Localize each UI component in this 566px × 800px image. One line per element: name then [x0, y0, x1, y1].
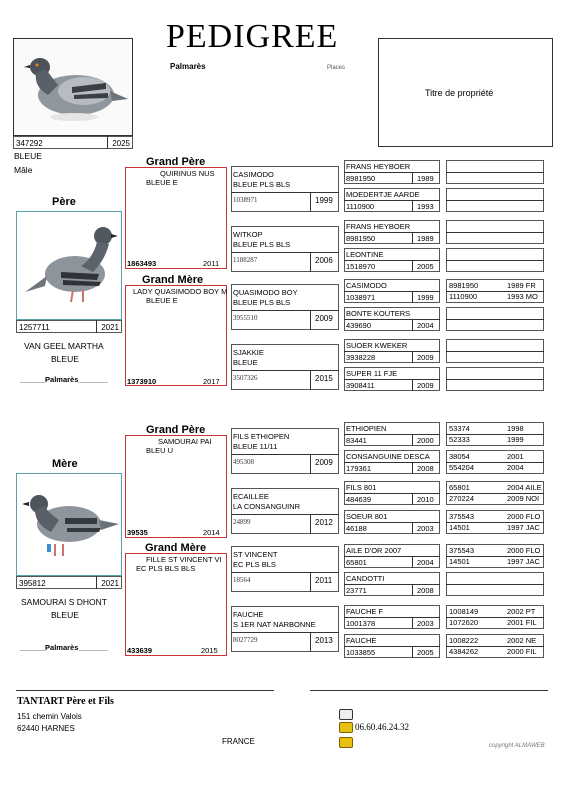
gen4-year: 1999	[417, 293, 434, 302]
gen5-dam-year: 1993 MO	[507, 292, 538, 301]
main-bird-sex: Mâle	[14, 165, 33, 175]
gen3-ring: 1188287	[233, 256, 258, 264]
gen3-ring: 24899	[233, 518, 251, 526]
gen3-separator	[231, 310, 339, 311]
gen5-separator	[446, 379, 544, 380]
gen3-separator	[231, 514, 339, 515]
mother-ring: 395812	[19, 579, 46, 588]
gen4-name: CANDOTTI	[346, 574, 385, 583]
places-heading: Places	[327, 65, 346, 71]
gen4-separator	[344, 646, 440, 647]
mother-color: BLEUE	[51, 610, 79, 620]
gen4-separator	[344, 172, 440, 173]
gen4-separator	[344, 493, 440, 494]
gen4-name: CASIMODO	[346, 281, 387, 290]
gen3-name: ST VINCENT	[233, 550, 278, 559]
gen4-name: SUPER 11 FJE	[346, 369, 398, 378]
ownership-label: Titre de propriété	[425, 88, 494, 98]
email-icon	[339, 709, 353, 720]
gen5-sire-ring: 65801	[449, 483, 470, 492]
ownership-box	[378, 38, 553, 147]
mother-palmares: ______Palmarès_______	[20, 643, 108, 652]
gen3-year-divider	[310, 572, 311, 592]
gp-father-ring: 1863493	[127, 259, 157, 268]
gm-mother-year: 2015	[201, 646, 218, 655]
gen3-ring: 495308	[233, 458, 254, 466]
gen3-name: CASIMODO	[233, 170, 274, 179]
gen4-name: FRANS HEYBOER	[346, 222, 411, 231]
gen5-sire-ring: 53374	[449, 424, 470, 433]
gen3-name: ECAILLEE	[233, 492, 269, 501]
gen4-ring: 8981950	[346, 234, 376, 243]
gen4-separator	[344, 351, 440, 352]
mother-year: 2021	[101, 579, 119, 588]
gen5-separator	[446, 172, 544, 173]
gen3-year: 2006	[315, 256, 333, 265]
gm-mother-name: FILLE ST VINCENT VI	[146, 555, 222, 564]
gen4-ring: 179361	[346, 464, 372, 473]
gen5-sire-ring: 375543	[449, 512, 475, 521]
footer-divider-left	[16, 690, 274, 691]
gen4-separator	[344, 291, 440, 292]
main-bird-color: BLEUE	[14, 151, 42, 161]
gen4-year-divider	[412, 617, 413, 629]
gen4-year-divider	[412, 462, 413, 474]
gen5-sire-year: 1998	[507, 424, 524, 433]
gen5-dam-year: 2009 NOI	[507, 494, 540, 503]
gen5-sire-ring: 38054	[449, 452, 470, 461]
pigeon-photo	[17, 474, 121, 575]
gen5-dam-ring: 554204	[449, 463, 475, 472]
gen3-year: 2015	[315, 374, 333, 383]
gen5-sire-year: 2004 AILE	[507, 483, 542, 492]
grand-mere-label: Grand Mère	[142, 274, 204, 286]
gen5-separator	[446, 232, 544, 233]
gen3-name: QUASIMODO BOY	[233, 288, 298, 297]
gen4-year: 2004	[417, 558, 434, 567]
gen4-year-divider	[412, 522, 413, 534]
gen4-ring: 1038971	[346, 293, 376, 302]
father-name: VAN GEEL MARTHA	[24, 341, 104, 351]
gen5-separator	[446, 319, 544, 320]
pere-label: Père	[52, 196, 76, 208]
gen4-ring: 83441	[346, 436, 367, 445]
gen5-dam-year: 1999	[507, 435, 524, 444]
gen5-dam-year: 2004	[507, 463, 524, 472]
father-ring-cell	[16, 320, 122, 333]
gen4-ring: 23771	[346, 586, 367, 595]
gen4-name: SOEUR 801	[346, 512, 388, 521]
main-bird-ring: 347292	[16, 139, 43, 148]
gen3-year-divider	[310, 632, 311, 652]
gen4-name: BONTE KOUTERS	[346, 309, 411, 318]
gen3-color: S 1ER NAT NARBONNE	[233, 620, 316, 629]
gen4-year-divider	[412, 319, 413, 331]
gen3-year: 2013	[315, 636, 333, 645]
gen4-year-divider	[412, 379, 413, 391]
gen3-ring: 3955510	[233, 314, 258, 322]
gen3-name: FILS ETHIOPEN	[233, 432, 290, 441]
gen4-year-divider	[412, 232, 413, 244]
gen4-year-divider	[412, 584, 413, 596]
gen4-ring: 3908411	[346, 381, 375, 390]
gen4-year-divider	[412, 434, 413, 446]
gen4-ring: 1001378	[346, 619, 376, 628]
gen3-color: BLEUE PLS BLS	[233, 240, 291, 249]
gen3-separator	[231, 192, 339, 193]
gp-mother-name: SAMOURAI PAI	[158, 437, 212, 446]
gm-mother-color: EC PLS BLS BLS	[136, 564, 196, 573]
gen4-name: SUOER KWEKER	[346, 341, 408, 350]
gen3-year: 2011	[315, 576, 333, 585]
gm-father-year: 2017	[203, 377, 220, 386]
gen3-name: SJAKKIE	[233, 348, 264, 357]
gen3-color: BLEUE PLS BLS	[233, 180, 291, 189]
gen5-separator	[446, 584, 544, 585]
gen3-year-divider	[310, 454, 311, 474]
gen5-sire-ring: 1008149	[449, 607, 479, 616]
father-palmares: ______Palmarès_______	[20, 375, 108, 384]
gen3-year: 1999	[315, 196, 333, 205]
footer-divider-right	[310, 690, 548, 691]
gen5-sire-ring: 375543	[449, 546, 475, 555]
main-bird-ring-cell	[13, 136, 133, 149]
owner-phone: 06.60.46.24.32	[355, 722, 409, 732]
gm-mother-ring: 433639	[127, 646, 153, 655]
fax-icon	[339, 737, 353, 748]
gen4-separator	[344, 556, 440, 557]
gen4-year-divider	[412, 646, 413, 658]
gm-father-ring: 1373910	[127, 377, 157, 386]
owner-name: TANTART Père et Fils	[17, 696, 114, 707]
gen4-ring: 65801	[346, 558, 367, 567]
gp-mother-ring: 39535	[127, 528, 148, 537]
gen4-name: CONSANGUINE DESCA	[346, 452, 430, 461]
grand-mere-label-2: Grand Mère	[145, 542, 207, 554]
gen4-year: 2010	[417, 495, 434, 504]
gen4-name: FAUCHE	[346, 636, 377, 645]
gen5-dam-year: 2000 FIL	[507, 647, 537, 656]
gen4-year-divider	[412, 172, 413, 184]
gen5-sire-year: 1989 FR	[507, 281, 536, 290]
gen4-year-divider	[412, 351, 413, 363]
mother-name: SAMOURAI S DHONT	[21, 597, 107, 607]
grand-pere-label: Grand Père	[146, 156, 206, 168]
gen5-dam-year: 1997 JAC	[507, 557, 540, 566]
gen3-year-divider	[310, 370, 311, 390]
gen4-ring: 3938228	[346, 353, 376, 362]
gen5-dam-ring: 14501	[449, 523, 470, 532]
gen4-name: FILS 801	[346, 483, 377, 492]
gen3-year-divider	[310, 192, 311, 212]
palmares-heading: Palmarès	[170, 62, 206, 71]
father-color: BLEUE	[51, 354, 79, 364]
gen5-dam-ring: 1072620	[449, 618, 479, 627]
owner-country: FRANCE	[222, 737, 255, 746]
gen4-separator	[344, 232, 440, 233]
father-photo-frame	[16, 211, 122, 320]
gen3-year-divider	[310, 252, 311, 272]
gen4-name: AILE D'OR 2007	[346, 546, 402, 555]
gen4-ring: 1033855	[346, 648, 376, 657]
gen5-sire-year: 2001	[507, 452, 524, 461]
gen5-dam-year: 1997 JAC	[507, 523, 540, 532]
gen5-sire-year: 2002 PT	[507, 607, 536, 616]
gen5-dam-year: 2001 FIL	[507, 618, 537, 627]
gen5-sire-year: 2000 FLO	[507, 546, 541, 555]
gen3-separator	[231, 454, 339, 455]
gen5-dam-ring: 4384262	[449, 647, 479, 656]
gen4-year-divider	[412, 291, 413, 303]
gen5-sire-year: 2002 NE	[507, 636, 537, 645]
gen4-year: 1989	[417, 234, 434, 243]
gen4-year: 2004	[417, 321, 434, 330]
gen4-year: 2005	[417, 648, 434, 657]
gen4-separator	[344, 379, 440, 380]
gp-mother-color: BLEU U	[146, 446, 174, 455]
gp-mother-box	[125, 435, 227, 538]
gen4-year: 2009	[417, 381, 434, 390]
gen4-name: FAUCHE F	[346, 607, 384, 616]
gen5-dam-ring: 52333	[449, 435, 470, 444]
gm-father-color: BLEUE E	[146, 296, 178, 305]
gen4-ring: 1518970	[346, 262, 376, 271]
gen4-separator	[344, 617, 440, 618]
father-year: 2021	[101, 323, 119, 332]
gen3-color: EC PLS BLS	[233, 560, 276, 569]
gen4-separator	[344, 522, 440, 523]
owner-street: 151 chemin Valois	[17, 712, 82, 721]
page-title: PEDIGREE	[166, 18, 339, 55]
gp-mother-year: 2014	[203, 528, 220, 537]
gen4-separator	[344, 319, 440, 320]
gen4-ring: 1110900	[346, 202, 375, 211]
mother-ring-cell	[16, 576, 122, 589]
gen4-year: 2005	[417, 262, 434, 271]
gen4-year: 1989	[417, 174, 434, 183]
gen3-separator	[231, 370, 339, 371]
gp-father-name: QUIRINUS NUS	[160, 169, 215, 178]
gp-father-year: 2011	[203, 259, 220, 268]
gen4-year: 2009	[417, 353, 434, 362]
gen4-year: 2000	[417, 436, 434, 445]
gen3-name: WITKOP	[233, 230, 263, 239]
phone-icon	[339, 722, 353, 733]
gen5-separator	[446, 351, 544, 352]
main-bird-year: 2025	[112, 139, 130, 148]
gen4-year: 2003	[417, 524, 434, 533]
gen4-year: 2008	[417, 586, 434, 595]
gen4-separator	[344, 260, 440, 261]
grand-pere-label-2: Grand Père	[146, 424, 206, 436]
gen4-name: MOEDERTJE AARDE	[346, 190, 420, 199]
copyright: copyright ALMAWEB	[489, 743, 545, 749]
gen3-ring: 1038971	[233, 196, 258, 204]
pigeon-photo	[14, 39, 132, 135]
gen5-sire-ring: 1008222	[449, 636, 479, 645]
gen3-ring: 18564	[233, 576, 251, 584]
gen4-name: FRANS HEYBOER	[346, 162, 411, 171]
gen5-separator	[446, 200, 544, 201]
gen4-year-divider	[412, 556, 413, 568]
mere-label: Mère	[52, 458, 78, 470]
gen4-year: 1993	[417, 202, 434, 211]
father-ring: 1257711	[19, 323, 50, 332]
gen4-year: 2008	[417, 464, 434, 473]
gen5-sire-year: 2000 FLO	[507, 512, 541, 521]
gen3-separator	[231, 572, 339, 573]
gen5-dam-ring: 14501	[449, 557, 470, 566]
gen3-ring: 8027729	[233, 636, 258, 644]
gen4-ring: 439690	[346, 321, 372, 330]
gen4-separator	[344, 584, 440, 585]
gen4-name: ETHIOPIEN	[346, 424, 387, 433]
gen4-separator	[344, 434, 440, 435]
gen5-sire-ring: 8981950	[449, 281, 479, 290]
gen3-separator	[231, 252, 339, 253]
gen3-year: 2009	[315, 458, 333, 467]
gen3-color: BLEUE	[233, 358, 258, 367]
gen4-year-divider	[412, 200, 413, 212]
gen4-ring: 8981950	[346, 174, 376, 183]
gen3-year: 2012	[315, 518, 333, 527]
main-bird-photo-frame	[13, 38, 133, 136]
gen4-separator	[344, 462, 440, 463]
gen4-separator	[344, 200, 440, 201]
gen4-ring: 46188	[346, 524, 367, 533]
mother-photo-frame	[16, 473, 122, 576]
gen3-year-divider	[310, 514, 311, 534]
gen4-year-divider	[412, 260, 413, 272]
gen3-name: FAUCHE	[233, 610, 264, 619]
gen5-dam-ring: 1110900	[449, 292, 478, 301]
pigeon-photo	[17, 212, 121, 319]
gen4-name: LEONTINE	[346, 250, 384, 259]
gen3-color: BLEUE PLS BLS	[233, 298, 291, 307]
gen4-year: 2003	[417, 619, 434, 628]
gm-father-name: LADY QUASIMODO BOY M	[133, 287, 228, 296]
gen4-ring: 484639	[346, 495, 372, 504]
gen3-separator	[231, 632, 339, 633]
gp-father-color: BLEUE E	[146, 178, 178, 187]
gen5-separator	[446, 260, 544, 261]
gen4-year-divider	[412, 493, 413, 505]
owner-city: 62440 HARNES	[17, 724, 75, 733]
gen3-year-divider	[310, 310, 311, 330]
gen3-year: 2009	[315, 314, 333, 323]
gen3-color: LA CONSANGUINR	[233, 502, 301, 511]
gen3-ring: 3507326	[233, 374, 258, 382]
gen3-color: BLEUE 11/11	[233, 442, 278, 451]
gen5-dam-ring: 270224	[449, 494, 475, 503]
